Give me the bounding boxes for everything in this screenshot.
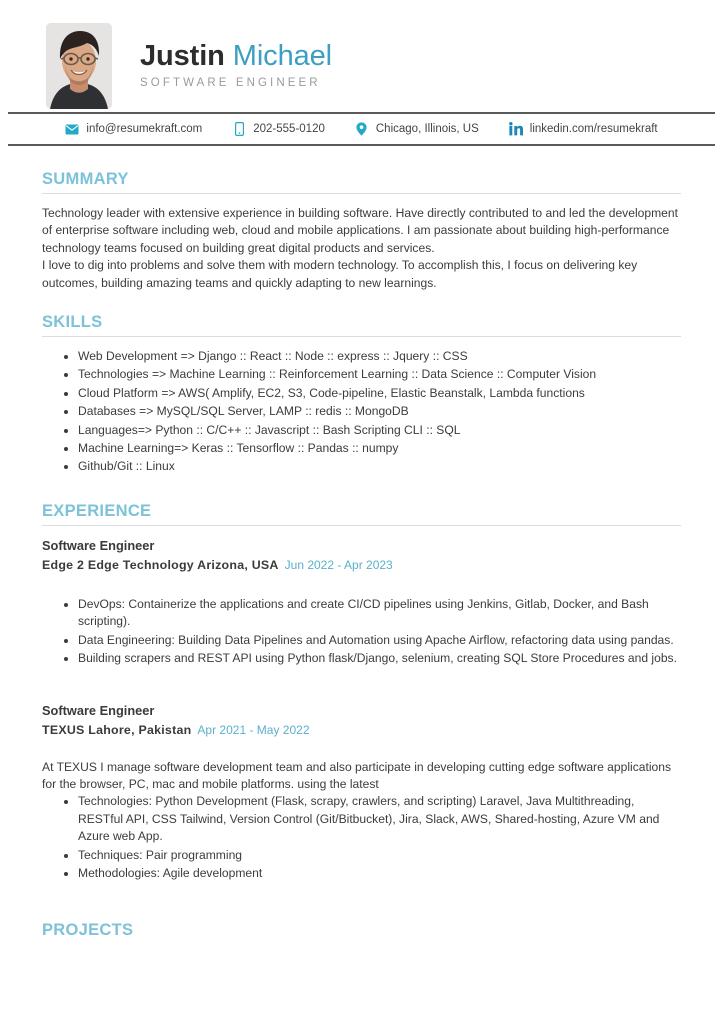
- section-projects: [42, 921, 681, 944]
- list-item: Cloud Platform => AWS( Amplify, EC2, S3, Code-pipeline, Elastic Beanstalk, Lambda functions: [64, 385, 681, 402]
- job-meta: [42, 720, 681, 740]
- list-item: Technologies: Python Development (Flask, scrapy, crawlers, and scripting) Laravel, Java Multithreading, RESTful API, CSS Tailwind, Version Control (Git/Bitbucket), Jira, Slack, AWS, Shared-hosting, Azure VM and Azure web App.: [64, 793, 681, 845]
- list-item: Technologies => Machine Learning :: Reinforcement Learning :: Data Science :: Computer Vision: [64, 366, 681, 383]
- email-icon: [65, 122, 79, 136]
- contact-email[interactable]: [65, 122, 202, 136]
- list-item: Techniques: Pair programming: [64, 847, 681, 864]
- resume-header: [0, 0, 723, 146]
- job-company: Edge 2 Edge Technology Arizona, USA: [42, 557, 279, 572]
- location-icon: [355, 122, 369, 136]
- list-item: Web Development => Django :: React :: Node :: express :: Jquery :: CSS: [64, 348, 681, 365]
- job-title: Software Engineer: [42, 702, 155, 718]
- name-block: [140, 42, 332, 90]
- experience-entry: [42, 702, 681, 883]
- section-experience: [42, 502, 681, 882]
- contact-phone[interactable]: [232, 122, 325, 136]
- job-dates: Jun 2022 - Apr 2023: [284, 557, 393, 572]
- list-item: Building scrapers and REST API using Python flask/Django, selenium, creating SQL Store Procedures and jobs.: [64, 650, 681, 667]
- resume-body: [0, 146, 723, 944]
- list-item: Languages=> Python :: C/C++ :: Javascript :: Bash Scripting CLI :: SQL: [64, 422, 681, 439]
- list-item: Methodologies: Agile development: [64, 865, 681, 882]
- job-meta: [42, 555, 681, 575]
- contact-phone-text: 202-555-0120: [253, 123, 325, 135]
- last-name: Michael: [232, 40, 333, 73]
- contact-email-text: info@resumekraft.com: [86, 123, 203, 135]
- job-title: Software Engineer: [42, 537, 155, 553]
- list-item: Data Engineering: Building Data Pipelines and Automation using Apache Airflow, refactoring data using pandas.: [64, 632, 681, 649]
- section-summary-rule: [42, 193, 681, 194]
- section-projects-title: PROJECTS: [42, 921, 134, 940]
- list-item: Machine Learning=> Keras :: Tensorflow :: Pandas :: numpy: [64, 440, 681, 457]
- list-item: Github/Git :: Linux: [64, 458, 681, 475]
- job-bullets: [42, 596, 681, 668]
- skills-list: [42, 348, 681, 476]
- job-company: TEXUS Lahore, Pakistan: [42, 722, 192, 737]
- section-summary: [42, 170, 681, 292]
- summary-paragraph-1: Technology leader with extensive experience in building software. Have directly contributed to and led the development of enterprise software including web, cloud and mobile applications. I am passionate about building high-performance technology teams focused on building great digital products and services.: [42, 206, 678, 255]
- section-summary-title: SUMMARY: [42, 170, 129, 188]
- section-skills-title: SKILLS: [42, 313, 103, 332]
- contact-location-text: Chicago, Illinois, US: [375, 123, 479, 135]
- job-dates: Apr 2021 - May 2022: [197, 722, 310, 737]
- profile-photo: [46, 23, 112, 109]
- summary-paragraph-2: I love to dig into problems and solve them with modern technology. To accomplish this, I focus on delivering key outcomes, building amazing teams and quickly adapting to new learnings.: [42, 258, 638, 290]
- linkedin-icon: [509, 122, 523, 136]
- job-bullets: [42, 793, 681, 882]
- section-experience-title: EXPERIENCE: [42, 501, 152, 520]
- section-skills: [42, 313, 681, 476]
- phone-icon: [232, 122, 246, 136]
- profession-subtitle: SOFTWARE ENGINEER: [140, 77, 321, 90]
- contact-linkedin-text: linkedin.com/resumekraft: [529, 123, 658, 135]
- contact-location[interactable]: [355, 122, 479, 136]
- contact-linkedin[interactable]: [509, 122, 658, 136]
- job-description: At TEXUS I manage software development team and also participate in developing cutting edge software applications for the browser, PC, mac and mobile platforms. using the latest: [42, 759, 672, 791]
- list-item: Databases => MySQL/SQL Server, LAMP :: redis :: MongoDB: [64, 403, 681, 420]
- full-name: [140, 42, 332, 71]
- section-experience-rule: [42, 525, 681, 526]
- first-name: Justin: [140, 40, 225, 73]
- list-item: DevOps: Containerize the applications and create CI/CD pipelines using Jenkins, Gitlab, Docker, and Bash scripting).: [64, 596, 681, 631]
- contact-bar: [0, 114, 723, 144]
- section-skills-rule: [42, 336, 681, 337]
- experience-entry: [42, 537, 681, 668]
